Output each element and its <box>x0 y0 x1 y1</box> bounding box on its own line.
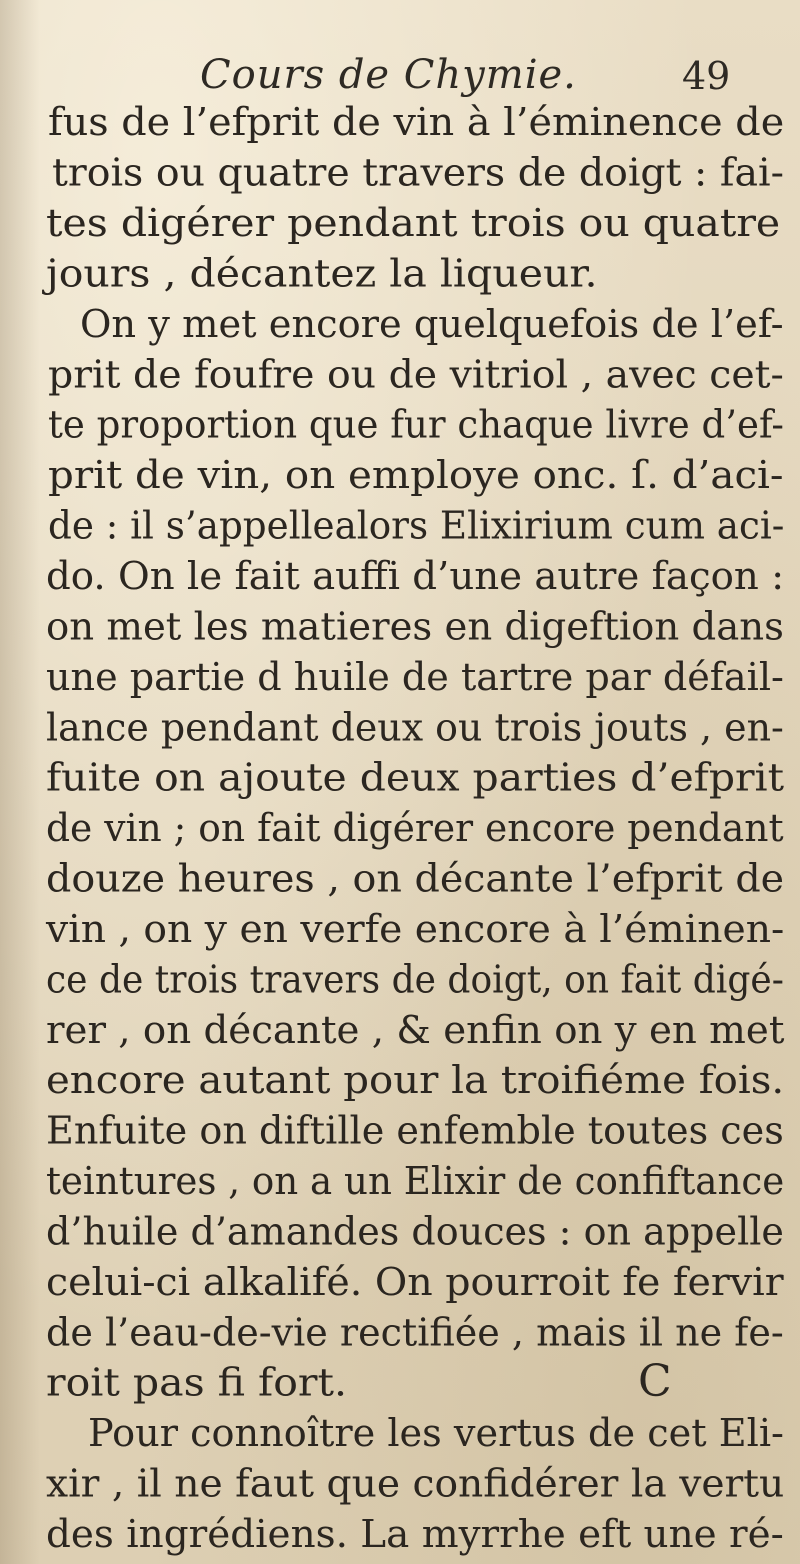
running-head <box>0 52 800 102</box>
text-line-11: on met les matieres en digeftion dans <box>46 603 784 649</box>
text-line-3: tes digérer pendant trois ou quatre <box>46 200 781 246</box>
running-title: Cours de Chymie. <box>200 52 577 98</box>
text-line-18: ce de trois travers de doigt, on fait digé- <box>46 956 784 1002</box>
text-line-5: On y met encore quelquefois de l’ef- <box>80 301 784 347</box>
text-line-22: teintures , on a un Elixir de confiftance <box>46 1158 785 1204</box>
text-line-1: fus de l’efprit de vin à l’éminence de <box>48 99 785 145</box>
text-line-23: d’huile d’amandes douces : on appelle <box>46 1208 784 1254</box>
text-line-19: rer , on décante , & enfin on y en met <box>46 1007 785 1053</box>
text-line-13: lance pendant deux ou trois jouts , en- <box>46 704 784 750</box>
text-line-4: jours , décantez la liqueur. <box>46 250 598 296</box>
text-line-29: des ingrédiens. La myrrhe eft une ré- <box>46 1511 784 1557</box>
text-line-14: fuite on ajoute deux parties d’efprit <box>46 755 785 801</box>
text-line-17: vin , on y en verfe encore à l’éminen- <box>46 906 785 952</box>
text-line-20: encore autant pour la troifiéme fois. <box>46 1057 785 1103</box>
text-line-6: prit de foufre ou de vitriol , avec cet- <box>48 351 784 397</box>
text-line-26: roit pas fi fort. <box>46 1360 348 1406</box>
text-line-12: une partie d huile de tartre par défail- <box>46 654 784 700</box>
text-line-28: xir , il ne faut que confidérer la vertu <box>46 1461 785 1506</box>
text-line-21: Enfuite on diftille enfemble toutes ces <box>46 1108 784 1153</box>
text-line-7: te proportion que fur chaque livre d’ef- <box>48 402 784 448</box>
text-line-25: de l’eau-de-vie rectifiée , mais il ne fe- <box>46 1309 784 1355</box>
text-line-2: trois ou quatre travers de doigt : fai- <box>52 150 784 195</box>
page-edge-shadow <box>0 0 40 1564</box>
text-line-9: de : il s’appellealors Elixirium cum aci- <box>48 503 785 548</box>
text-line-24: celui-ci alkalifé. On pourroit fe fervir <box>46 1259 784 1305</box>
page-number: 49 <box>682 54 731 98</box>
text-line-10: do. On le fait auffi d’une autre façon : <box>46 553 785 599</box>
text-line-27: Pour connoître les vertus de cet Eli- <box>88 1410 784 1456</box>
text-line-8: prit de vin, on employe onc. ſ. d’aci- <box>48 452 784 498</box>
text-line-15: de vin ; on fait digérer encore pendant <box>46 805 784 851</box>
text-line-16: douze heures , on décante l’efprit de <box>46 856 785 901</box>
signature-mark: C <box>638 1356 672 1407</box>
